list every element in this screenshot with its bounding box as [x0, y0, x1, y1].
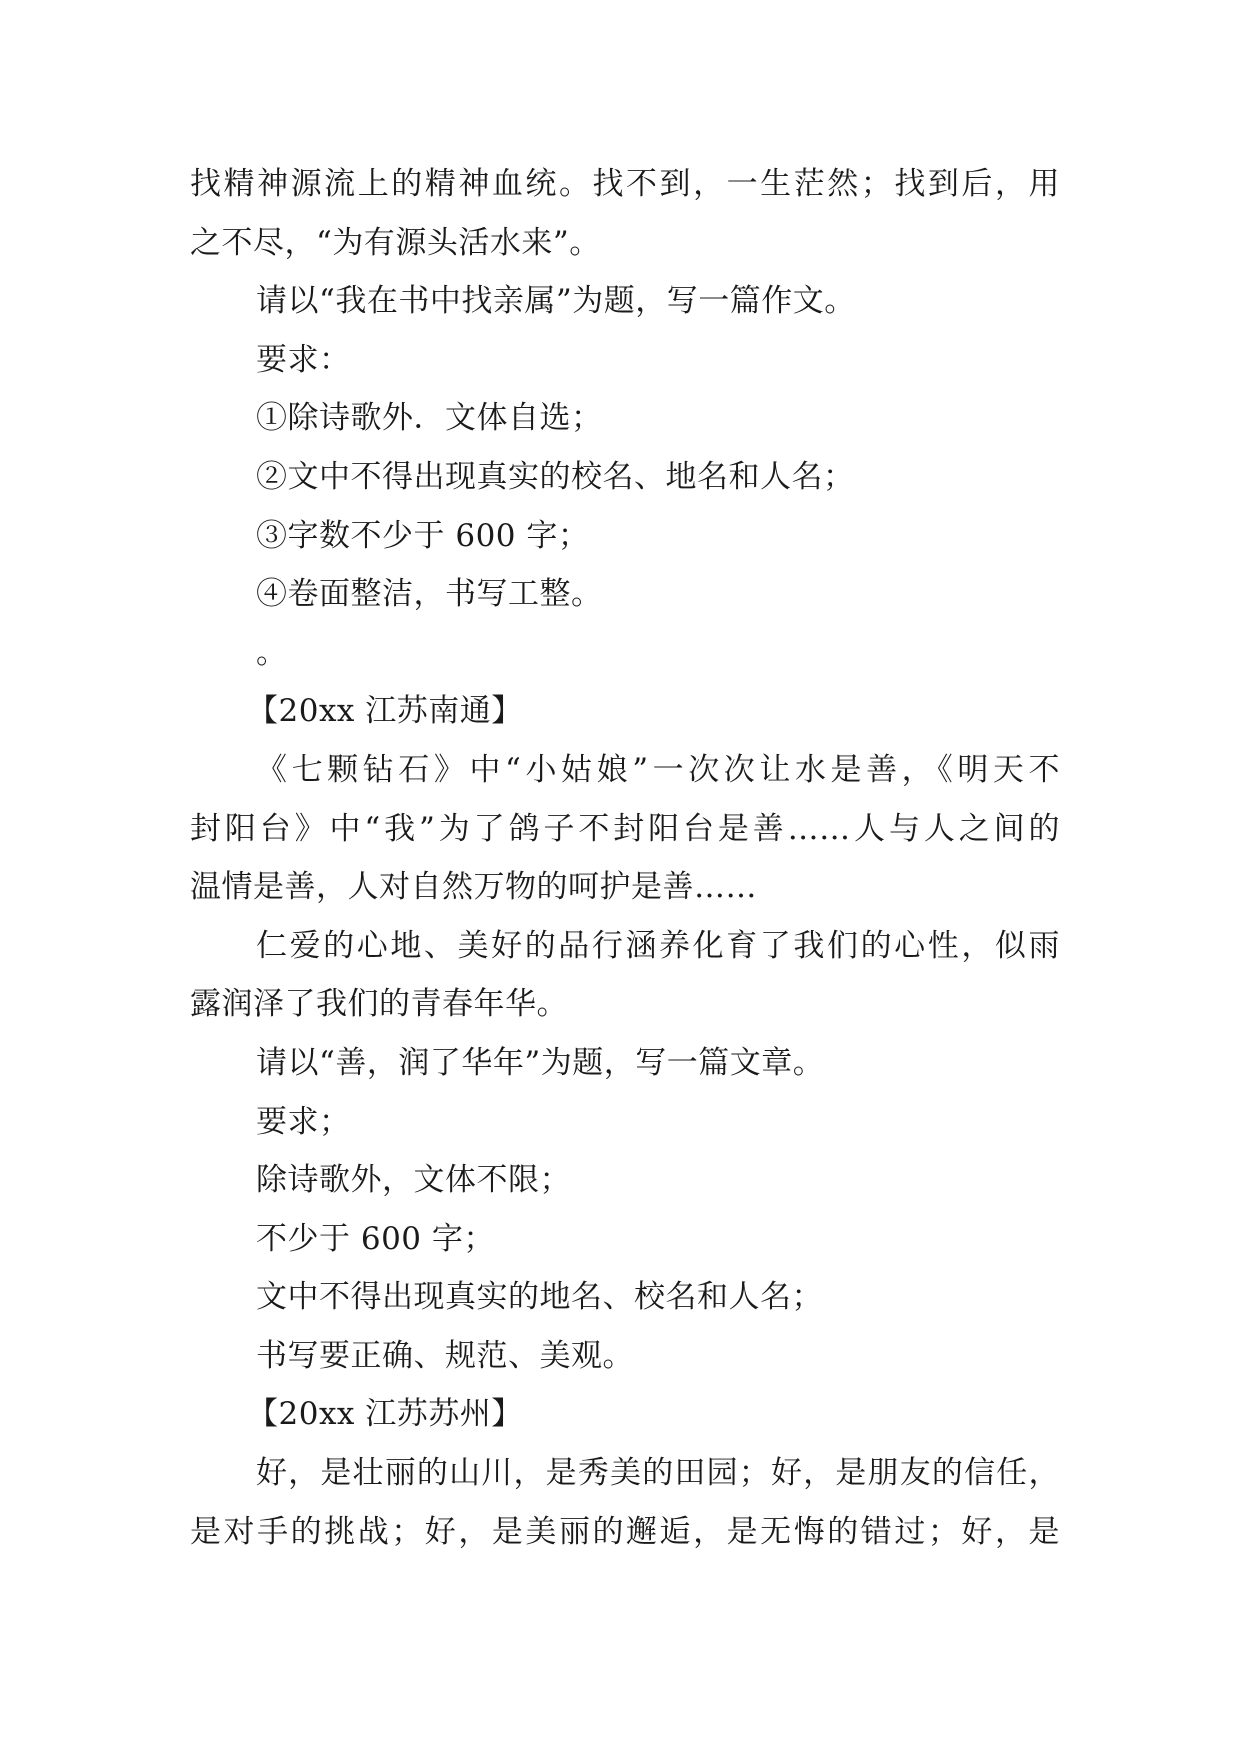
text-line: 之不尽，“为有源头活水来”。 [190, 224, 601, 261]
text-line: ①除诗歌外．文体自选； [256, 400, 603, 437]
text-line: 找精神源流上的精神血统。找不到，一生茫然；找到后，用 [190, 166, 1060, 202]
text-line: 请以“我在书中找亲属”为题，写一篇作文。 [256, 283, 856, 320]
text-line: 文中不得出现真实的地名、校名和人名； [256, 1279, 823, 1316]
text-line: 请以“善，润了华年”为题，写一篇文章。 [256, 1044, 825, 1081]
text-line: 好，是壮丽的山川，是秀美的田园；好，是朋友的信任， [256, 1455, 1060, 1492]
section-heading: 【20xx 江苏苏州】 [247, 1396, 523, 1433]
text-line: 封阳台》中“我”为了鸽子不封阳台是善……人与人之间的 [190, 810, 1060, 847]
text-line: 露润泽了我们的青春年华。 [190, 986, 568, 1023]
text-line: 书写要正确、规范、美观。 [256, 1337, 634, 1374]
text-line: ②文中不得出现真实的校名、地名和人名； [256, 458, 855, 495]
text-line: 要求： [256, 341, 351, 378]
text-line: 。 [256, 634, 288, 671]
text-line: 除诗歌外，文体不限； [256, 1162, 571, 1199]
text-line: 《七颗钻石》中“小姑娘”一次次让水是善，《明天不 [256, 751, 1060, 788]
text-line: ③字数不少于 600 字； [256, 517, 590, 554]
text-line: 要求； [256, 1103, 351, 1140]
section-heading: 【20xx 江苏南通】 [247, 693, 523, 730]
text-line: 仁爱的心地、美好的品行涵养化育了我们的心性，似雨 [256, 927, 1060, 964]
text-line: 不少于 600 字； [256, 1220, 495, 1257]
text-line: 温情是善，人对自然万物的呵护是善…… [190, 869, 757, 906]
document-body [190, 155, 1060, 1561]
text-line: 是对手的挑战；好，是美丽的邂逅，是无悔的错过；好，是 [190, 1513, 1060, 1550]
text-line: ④卷面整洁，书写工整。 [256, 576, 603, 613]
